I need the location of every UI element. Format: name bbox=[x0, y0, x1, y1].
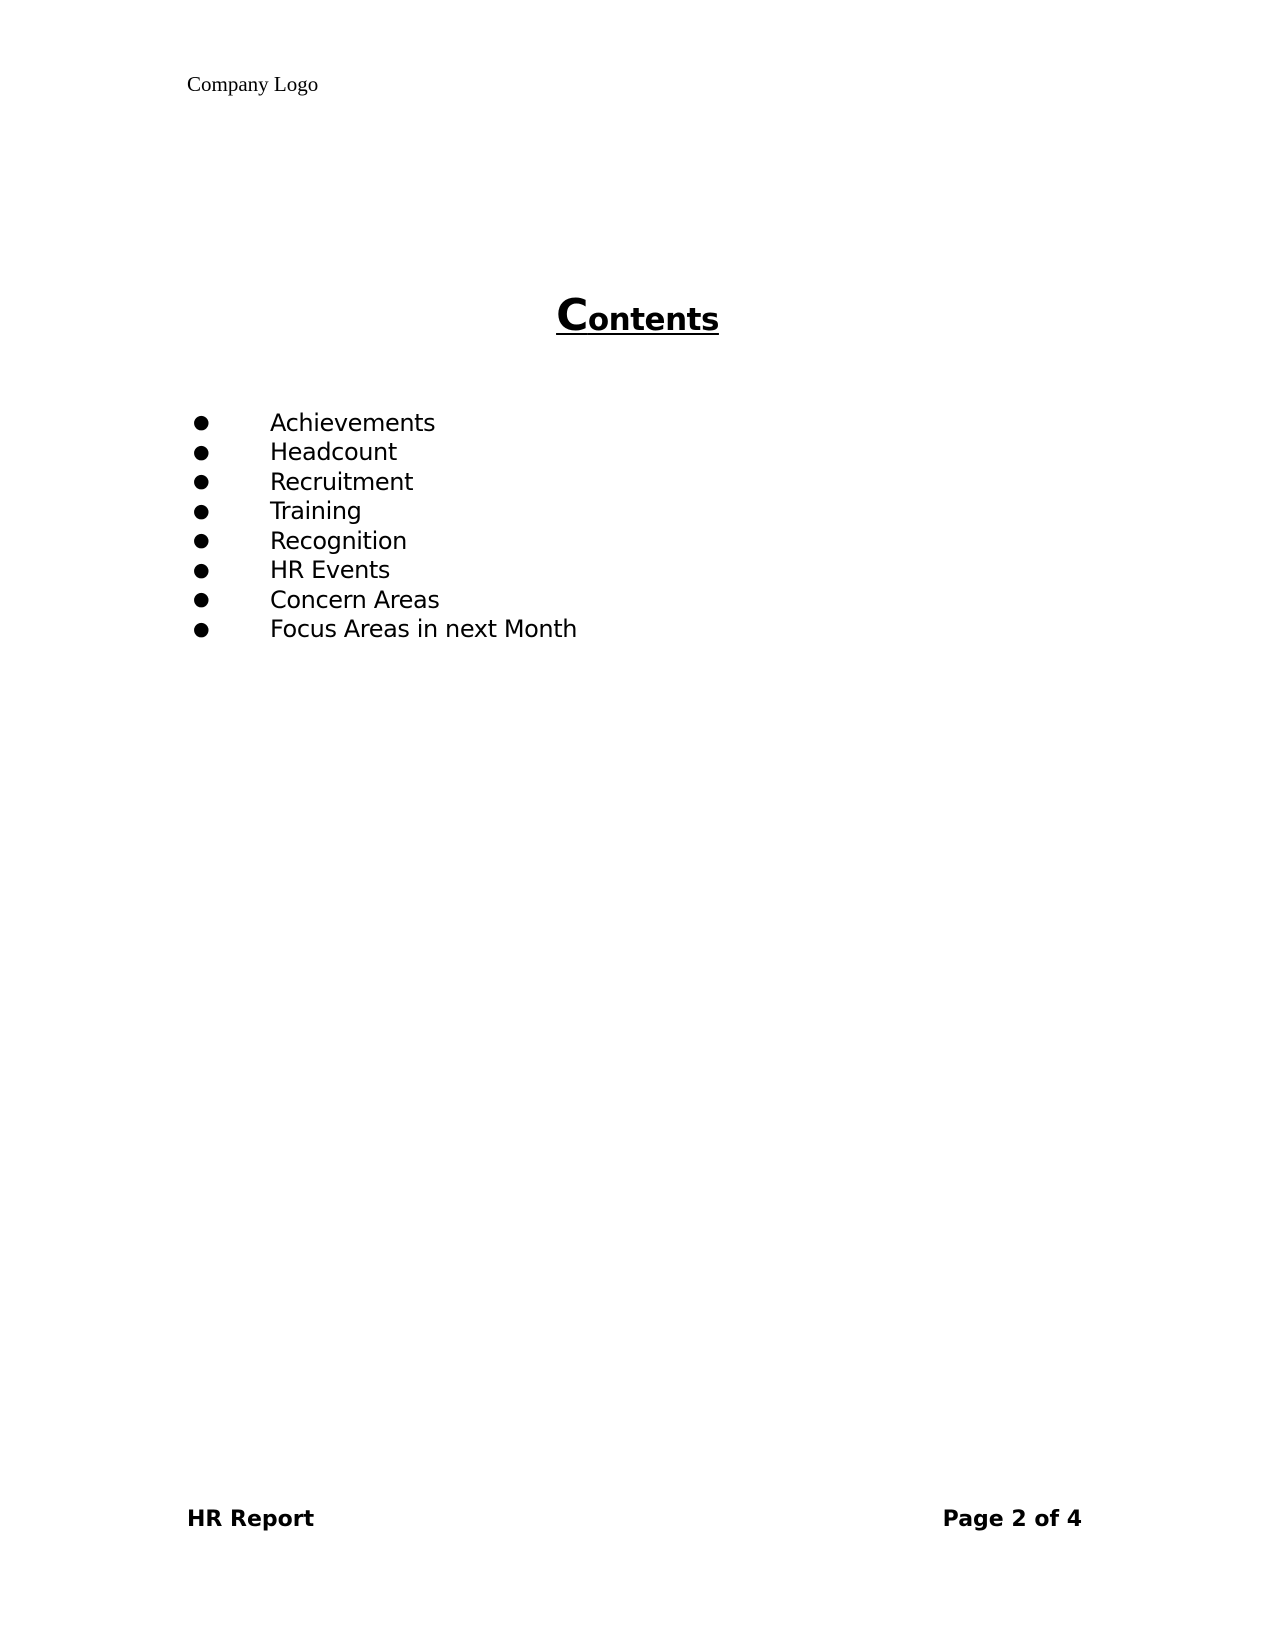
list-item-label: Training bbox=[270, 497, 362, 526]
list-item bbox=[193, 408, 577, 438]
list-item-label: Headcount bbox=[270, 438, 397, 467]
list-item bbox=[193, 467, 577, 497]
list-item bbox=[193, 615, 577, 645]
list-item-label: Recognition bbox=[270, 526, 407, 555]
list-item-label: Achievements bbox=[270, 408, 436, 437]
title-rest: ontents bbox=[587, 302, 719, 338]
bullet-icon: ● bbox=[193, 411, 210, 434]
title-first-letter: C bbox=[556, 290, 588, 341]
list-item-label: HR Events bbox=[270, 556, 391, 585]
list-item-label: Focus Areas in next Month bbox=[270, 615, 578, 644]
bullet-icon: ● bbox=[193, 588, 210, 611]
list-item bbox=[193, 585, 577, 615]
contents-list bbox=[193, 408, 577, 644]
list-item-label: Recruitment bbox=[270, 467, 414, 496]
footer-page-number: Page 2 of 4 bbox=[942, 1507, 1082, 1532]
bullet-icon: ● bbox=[193, 499, 210, 522]
bullet-icon: ● bbox=[193, 558, 210, 581]
bullet-icon: ● bbox=[193, 617, 210, 640]
bullet-icon: ● bbox=[193, 470, 210, 493]
bullet-icon: ● bbox=[193, 440, 210, 463]
list-item bbox=[193, 526, 577, 556]
company-logo-placeholder: Company Logo bbox=[187, 72, 319, 96]
footer-report-name: HR Report bbox=[187, 1507, 315, 1532]
list-item bbox=[193, 438, 577, 468]
list-item bbox=[193, 497, 577, 527]
page-title bbox=[0, 290, 1275, 341]
list-item bbox=[193, 556, 577, 586]
list-item-label: Concern Areas bbox=[270, 585, 440, 614]
bullet-icon: ● bbox=[193, 529, 210, 552]
